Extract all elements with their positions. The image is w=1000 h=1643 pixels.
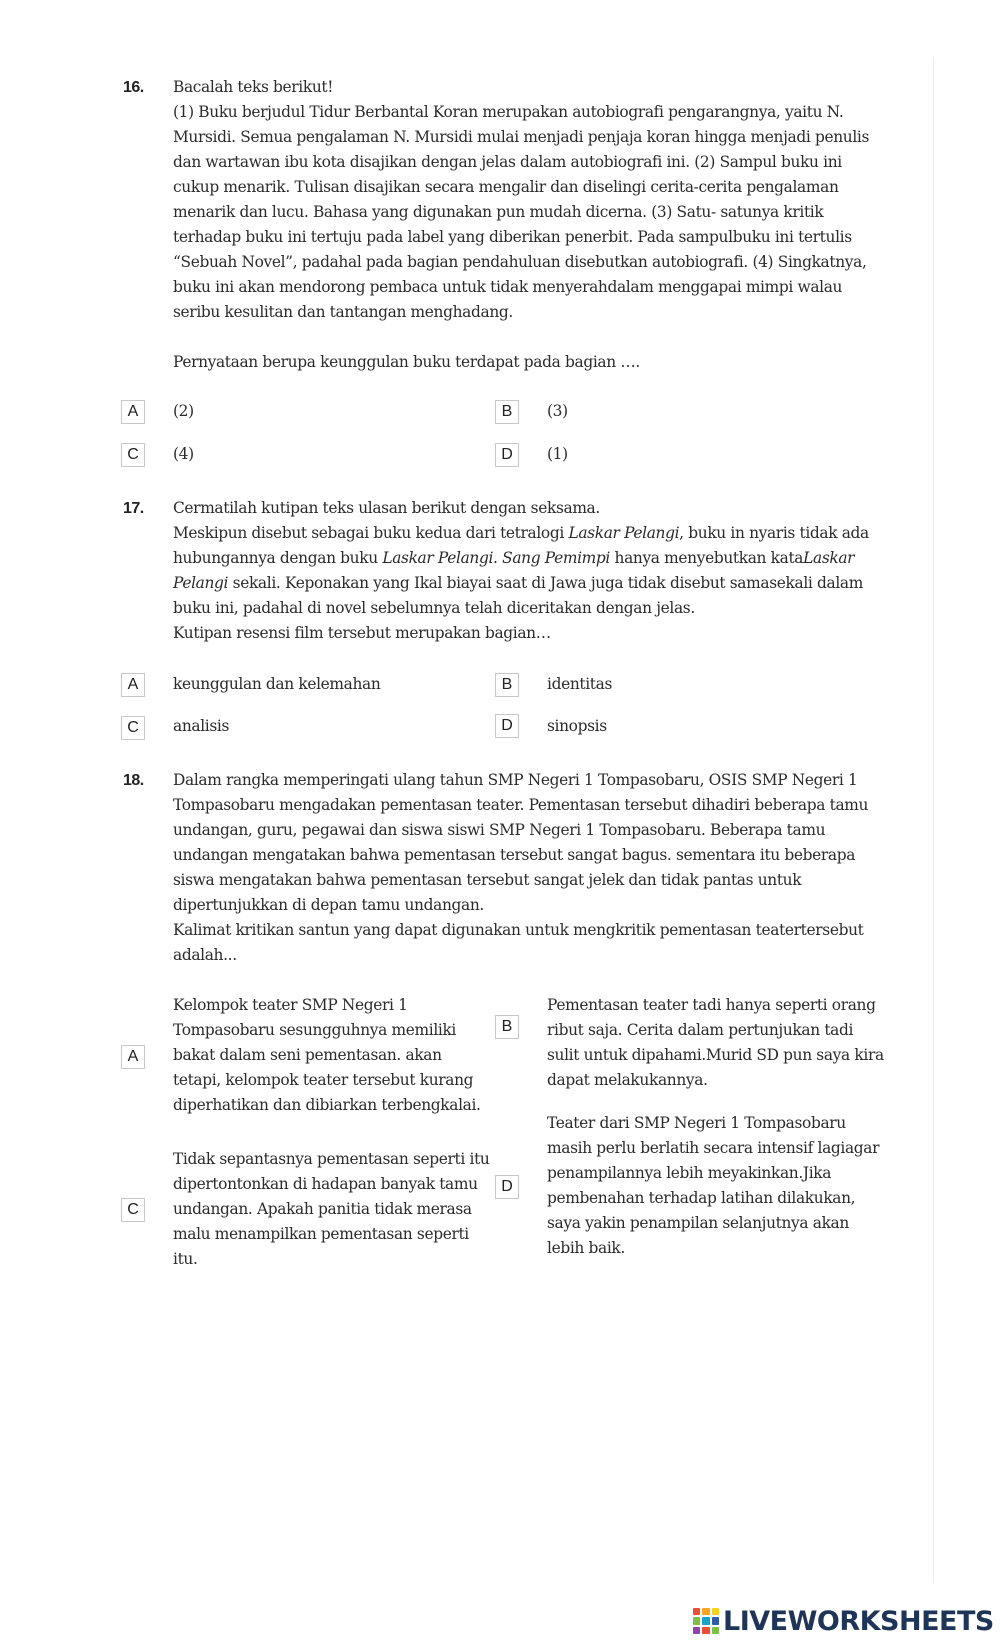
logo-icon-square	[702, 1617, 709, 1624]
q16-option-b-text: (3)	[547, 402, 568, 420]
question-16-number: 16.	[123, 79, 144, 96]
liveworksheets-logo[interactable]	[693, 1606, 994, 1636]
question-17-number: 17.	[123, 500, 144, 517]
q16-option-d-box[interactable]: D	[495, 443, 519, 467]
question-16-passage: (1) Buku berjudul Tidur Berbantal Koran merupakan autobiografi pengarangnya, yaitu N. Mursidi. Semua pengalaman N. Mursidi mulai menjadi penjaja koran hingga menjadi penulis dan wartawan ibu kota disajikan dengan jelas dalam autobiografi ini. (2) Sampul buku ini cukup menarik. Tulisan disajikan secara mengalir dan diselingi cerita-cerita pengalaman menarik dan lucu. Bahasa yang digunakan pun mudah dicerna. (3) Satu- satunya kritik terhadap buku ini tertuju pada label yang diberikan penerbit. Pada sampulbuku ini tertulis “Sebuah Novel”, padahal pada bagian pendahuluan disebutkan autobiografi. (4) Singkatnya, buku ini akan mendorong pembaca untuk tidak menyerahdalam menggapai mimpi walau seribu kesulitan dan tantangan menghadang.	[173, 103, 870, 321]
q16-option-a-text: (2)	[173, 402, 194, 420]
question-16-instruction: Bacalah teks berikut!	[173, 78, 334, 96]
question-17-passage: Meskipun disebut sebagai buku kedua dari tetralogi Laskar Pelangi, buku in nyaris tidak ada hubungannya dengan buku Laskar Pelangi. Sang Pemimpi hanya menyebutkan kataLaskar Pelangi sekali. Keponakan yang Ikal biayai saat di Jawa juga tidak disebut samasekali dalam buku ini, padahal di novel sebelumnya telah diceritakan dengan jelas.	[173, 524, 869, 617]
q18-option-c-box[interactable]: C	[121, 1198, 145, 1222]
question-18-number: 18.	[123, 772, 144, 789]
q18-option-a-text: Kelompok teater SMP Negeri 1 Tompasobaru sesungguhnya memiliki bakat dalam seni pementasan. akan tetapi, kelompok teater tersebut kurang diperhatikan dan dibiarkan terbengkalai.	[173, 996, 481, 1114]
logo-icon-square	[693, 1627, 700, 1634]
liveworksheets-logo-icon	[693, 1608, 719, 1634]
q18-option-b-text: Pementasan teater tadi hanya seperti orang ribut saja. Cerita dalam pertunjukan tadi sulit untuk dipahami.Murid SD pun saya kira dapat melakukannya.	[547, 996, 884, 1089]
q18-option-d-box[interactable]: D	[495, 1175, 519, 1199]
q17-option-d-box[interactable]: D	[495, 714, 519, 738]
logo-icon-square	[693, 1608, 700, 1615]
q16-option-a-box[interactable]: A	[121, 400, 145, 424]
logo-icon-square	[702, 1608, 709, 1615]
question-16-prompt: Pernyataan berupa keunggulan buku terdapat pada bagian ….	[173, 353, 640, 371]
q17-option-b-box[interactable]: B	[495, 673, 519, 697]
question-17-instruction: Cermatilah kutipan teks ulasan berikut dengan seksama.	[173, 499, 600, 517]
liveworksheets-logo-text: LIVEWORKSHEETS	[723, 1605, 994, 1637]
question-18-body	[173, 768, 873, 968]
logo-icon-square	[693, 1617, 700, 1624]
q17-option-b-text: identitas	[547, 675, 613, 693]
q17-option-c-box[interactable]: C	[121, 716, 145, 740]
logo-icon-square	[702, 1627, 709, 1634]
q18-option-c-text: Tidak sepantasnya pementasan seperti itu dipertontonkan di hadapan banyak tamu undangan. Apakah panitia tidak merasa malu menampilkan pementasan seperti itu.	[173, 1150, 490, 1268]
logo-icon-square	[712, 1608, 719, 1615]
q17-option-c-text: analisis	[173, 717, 230, 735]
page-right-divider	[933, 58, 934, 1583]
q17-option-d-text: sinopsis	[547, 717, 607, 735]
q16-option-d-text: (1)	[547, 445, 568, 463]
question-17-prompt: Kutipan resensi film tersebut merupakan bagian…	[173, 624, 551, 642]
logo-icon-square	[712, 1617, 719, 1624]
q17-option-a-text: keunggulan dan kelemahan	[173, 675, 381, 693]
logo-icon-square	[712, 1627, 719, 1634]
q18-option-d-text: Teater dari SMP Negeri 1 Tompasobaru masih perlu berlatih secara intensif lagiagar penampilannya lebih meyakinkan.Jika pembenahan terhadap latihan dilakukan, saya yakin penampilan selanjutnya akan lebih baik.	[547, 1114, 880, 1257]
q18-option-b-box[interactable]: B	[495, 1015, 519, 1039]
question-16-body	[173, 75, 873, 375]
q18-option-a-box[interactable]: A	[121, 1045, 145, 1069]
question-17-body	[173, 496, 873, 646]
question-18-prompt: Kalimat kritikan santun yang dapat digunakan untuk mengkritik pementasan teatertersebut adalah...	[173, 921, 864, 964]
q16-option-c-text: (4)	[173, 445, 194, 463]
q17-option-a-box[interactable]: A	[121, 673, 145, 697]
q16-option-c-box[interactable]: C	[121, 443, 145, 467]
q16-option-b-box[interactable]: B	[495, 400, 519, 424]
question-18-passage: Dalam rangka memperingati ulang tahun SMP Negeri 1 Tompasobaru, OSIS SMP Negeri 1 Tompasobaru mengadakan pementasan teater. Pementasan tersebut dihadiri beberapa tamu undangan, guru, pegawai dan siswa siswi SMP Negeri 1 Tompasobaru. Beberapa tamu undangan mengatakan bahwa pementasan tersebut sangat bagus. sementara itu beberapa siswa mengatakan bahwa pementasan tersebut sangat jelek dan tidak pantas untuk dipertunjukkan di depan tamu undangan.	[173, 771, 869, 914]
